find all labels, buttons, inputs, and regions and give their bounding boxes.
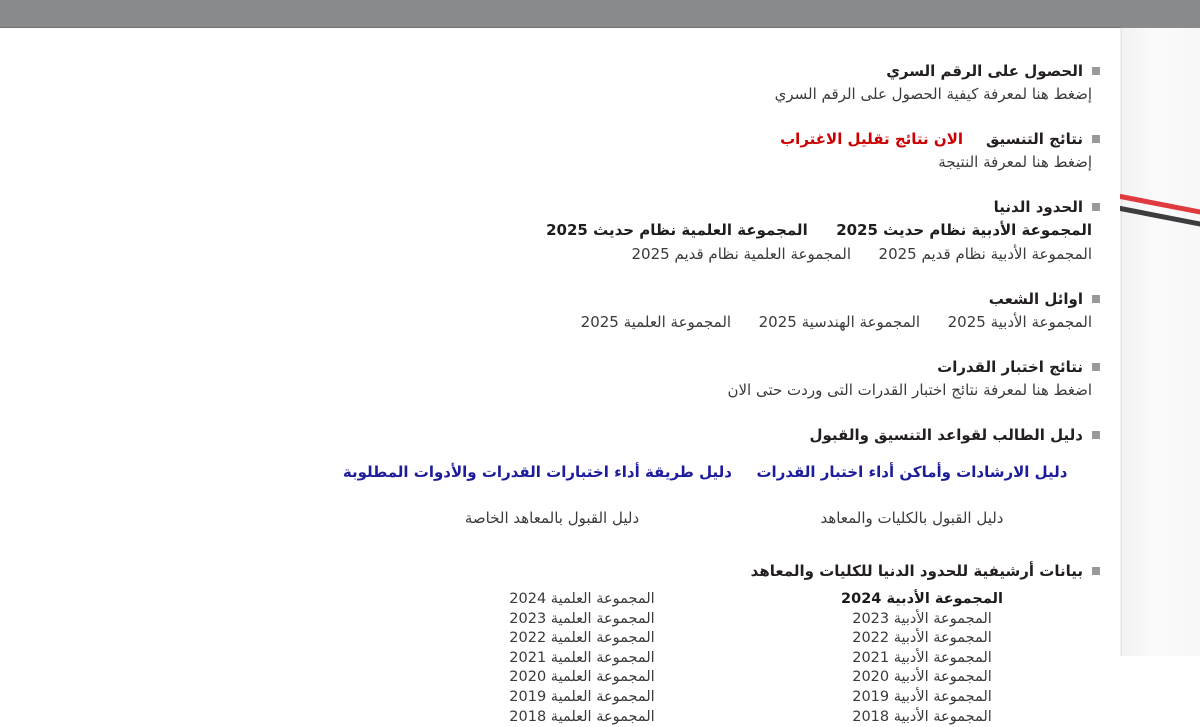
student-guide-link-right-cell xyxy=(732,460,1092,484)
archive-scientific-row-5[interactable]: المجموعة العلمية 2019 xyxy=(509,688,655,705)
section-archive xyxy=(120,560,1120,727)
guide-aptitude-method-link[interactable]: دليل طريقة أداء اختبارات القدرات والأدوات المطلوبة xyxy=(342,463,732,481)
archive-literary-row-1[interactable]: المجموعة الأدبية 2023 xyxy=(852,610,992,627)
student-guide-plain-row xyxy=(120,506,1120,530)
right-panel-top-cap xyxy=(1120,0,1200,28)
guide-instructions-link[interactable]: دليل الارشادات وأماكن أداء اختبار القدرات xyxy=(756,463,1068,481)
section-student-guide xyxy=(120,424,1120,530)
spacer xyxy=(120,266,1120,288)
square-bullet-icon xyxy=(1092,203,1100,211)
first-ranks-heading-row xyxy=(120,288,1120,310)
min-limits-scientific-new[interactable]: المجموعة العلمية نظام حديث 2025 xyxy=(546,221,808,239)
archive-literary-row-6[interactable]: المجموعة الأدبية 2018 xyxy=(852,708,992,725)
min-limits-literary-old[interactable]: المجموعة الأدبية نظام قديم 2025 xyxy=(878,245,1092,263)
archive-scientific-row-1[interactable]: المجموعة العلمية 2023 xyxy=(509,610,655,627)
square-bullet-icon xyxy=(1092,135,1100,143)
archive-scientific-row-6[interactable]: المجموعة العلمية 2018 xyxy=(509,708,655,725)
archive-scientific-row-4[interactable]: المجموعة العلمية 2020 xyxy=(509,669,655,686)
archive-columns xyxy=(120,582,1120,727)
archive-heading[interactable]: بيانات أرشيفية للحدود الدنيا للكليات والمعاهد xyxy=(750,562,1083,580)
secret-number-heading[interactable]: الحصول على الرقم السري xyxy=(886,62,1083,80)
section-minimum-limits xyxy=(120,196,1120,266)
archive-literary-row-2[interactable]: المجموعة الأدبية 2022 xyxy=(852,630,992,647)
square-bullet-icon xyxy=(1092,67,1100,75)
section-tansik-results xyxy=(120,128,1120,174)
minimum-limits-heading[interactable]: الحدود الدنيا xyxy=(993,198,1083,216)
archive-literary-row-3[interactable]: المجموعة الأدبية 2021 xyxy=(852,649,992,666)
tansik-results-badge[interactable]: الان نتائج تقليل الاغتراب xyxy=(780,130,964,148)
spacer xyxy=(120,334,1120,356)
section-first-ranks xyxy=(120,288,1120,334)
aptitude-results-subtext[interactable]: اضغط هنا لمعرفة نتائج اختبار القدرات التى وردت حتى الان xyxy=(727,381,1092,399)
section-aptitude-results xyxy=(120,356,1120,402)
archive-literary-row-5[interactable]: المجموعة الأدبية 2019 xyxy=(852,688,992,705)
archive-scientific-row-0[interactable]: المجموعة العلمية 2024 xyxy=(509,591,655,607)
first-ranks-engineering[interactable]: المجموعة الهندسية 2025 xyxy=(758,313,921,331)
student-guide-plain-left-cell xyxy=(372,506,732,530)
aptitude-results-heading[interactable]: نتائج اختبار القدرات xyxy=(937,358,1083,376)
spacer xyxy=(120,530,1120,560)
archive-heading-row xyxy=(120,560,1120,582)
archive-scientific-row-2[interactable]: المجموعة العلمية 2022 xyxy=(509,630,655,647)
secret-number-subtext[interactable]: إضغط هنا لمعرفة كيفية الحصول على الرقم السري xyxy=(774,85,1092,103)
tansik-results-heading-row xyxy=(120,128,1120,150)
tansik-results-heading[interactable]: نتائج التنسيق xyxy=(986,130,1083,148)
archive-scientific-row-3[interactable]: المجموعة العلمية 2021 xyxy=(509,649,655,666)
archive-literary-row-4[interactable]: المجموعة الأدبية 2020 xyxy=(852,669,992,686)
tansik-results-subtext[interactable]: إضغط هنا لمعرفة النتيجة xyxy=(938,153,1092,171)
square-bullet-icon xyxy=(1092,363,1100,371)
secret-number-heading-row xyxy=(120,60,1120,82)
spacer xyxy=(120,174,1120,196)
min-limits-literary-new[interactable]: المجموعة الأدبية نظام حديث 2025 xyxy=(836,221,1092,239)
archive-literary-row-0[interactable]: المجموعة الأدبية 2024 xyxy=(841,591,1003,607)
square-bullet-icon xyxy=(1092,567,1100,575)
first-ranks-row xyxy=(120,310,1120,334)
right-side-panel xyxy=(1120,0,1200,656)
student-guide-plain-right-cell xyxy=(732,506,1092,530)
spacer xyxy=(120,446,1120,460)
first-ranks-scientific[interactable]: المجموعة العلمية 2025 xyxy=(580,313,732,331)
archive-literary-column xyxy=(752,590,1092,727)
minimum-limits-heading-row xyxy=(120,196,1120,218)
student-guide-link-left-cell xyxy=(342,460,732,484)
first-ranks-heading[interactable]: اوائل الشعب xyxy=(988,290,1083,308)
square-bullet-icon xyxy=(1092,431,1100,439)
content-column xyxy=(120,28,1120,727)
square-bullet-icon xyxy=(1092,295,1100,303)
student-guide-links-row xyxy=(120,460,1120,484)
section-secret-number xyxy=(120,60,1120,106)
first-ranks-literary[interactable]: المجموعة الأدبية 2025 xyxy=(947,313,1092,331)
student-guide-heading-row xyxy=(120,424,1120,446)
minimum-limits-row-old xyxy=(120,242,1120,266)
minimum-limits-row-new xyxy=(120,218,1120,242)
right-panel-edge-line xyxy=(1121,28,1122,656)
spacer xyxy=(120,484,1120,506)
guide-private-institutes-text[interactable]: دليل القبول بالمعاهد الخاصة xyxy=(464,509,640,527)
spacer xyxy=(120,106,1120,128)
top-gray-bar xyxy=(0,0,1120,28)
guide-colleges-admission-text[interactable]: دليل القبول بالكليات والمعاهد xyxy=(820,509,1004,527)
student-guide-heading[interactable]: دليل الطالب لقواعد التنسيق والقبول xyxy=(809,426,1083,444)
aptitude-results-heading-row xyxy=(120,356,1120,378)
spacer xyxy=(120,402,1120,424)
archive-scientific-column xyxy=(412,590,752,727)
page-body xyxy=(0,28,1120,725)
min-limits-scientific-old[interactable]: المجموعة العلمية نظام قديم 2025 xyxy=(631,245,851,263)
